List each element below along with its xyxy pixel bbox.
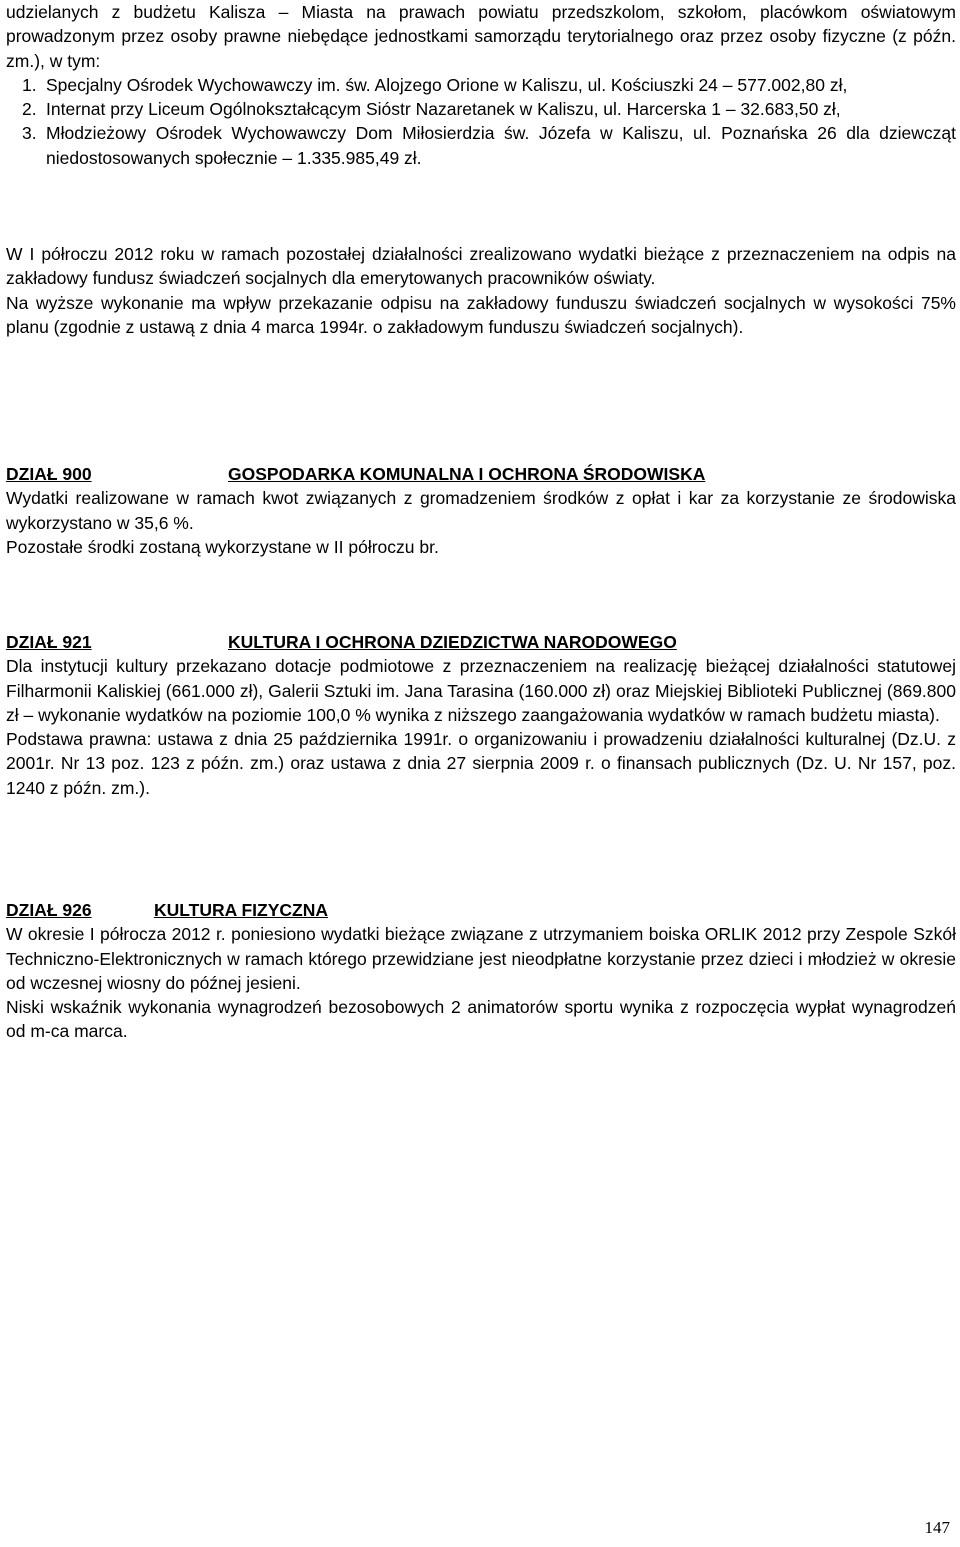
list-item-text: Młodzieżowy Ośrodek Wychowawczy Dom Miłosierdzia św. Józefa w Kaliszu, ul. Poznańska 26 dla dziewcząt niedostosowanych społecznie – 1.335.985,49 zł. [46, 123, 956, 168]
section-900 [6, 462, 956, 559]
paragraph: W I półroczu 2012 roku w ramach pozostałej działalności zrealizowano wydatki bieżące z przeznaczeniem na odpis na zakładowy fundusz świadczeń socjalnych dla emerytowanych pracowników oświaty. [6, 244, 956, 289]
list-item-number: 2. [22, 99, 37, 120]
section-926 [6, 898, 956, 1044]
section-921 [6, 630, 956, 800]
page-number: 147 [924, 1518, 950, 1537]
institution-list [6, 73, 956, 170]
list-item [6, 121, 956, 170]
section-title: GOSPODARKA KOMUNALNA I OCHRONA ŚRODOWISKA [228, 464, 706, 484]
paragraph: W okresie I półrocza 2012 r. poniesiono wydatki bieżące związane z utrzymaniem boiska ORLIK 2012 przy Zespole Szkół Techniczno-Elektronicznych w ramach którego przewidziane jest nieodpłatne korzystanie przez dzieci i młodzież w okresie od wczesnej wiosny do późnej jesieni. [6, 924, 956, 993]
list-item-text: Internat przy Liceum Ogólnokształcącym Sióstr Nazaretanek w Kaliszu, ul. Harcerska 1 – 32.683,50 zł, [46, 99, 841, 120]
intro-text: udzielanych z budżetu Kalisza – Miasta na prawach powiatu przedszkolom, szkołom, placówkom oświatowym prowadzonym przez osoby prawne niebędące jednostkami samorządu terytorialnego oraz przez osoby fizyczne (z późn. zm.), w tym: [6, 2, 956, 71]
paragraph: Dla instytucji kultury przekazano dotacje podmiotowe z przeznaczeniem na realizację bieżącej działalności statutowej Filharmonii Kaliskiej (661.000 zł), Galerii Sztuki im. Jana Tarasina (160.000 zł) oraz Miejskiej Biblioteki Publicznej (869.800 zł – wykonanie wydatków na poziomie 100,0 % wynika z niższego zaangażowania wydatków w ramach budżetu miasta). [6, 656, 956, 725]
paragraph: Wydatki realizowane w ramach kwot związanych z gromadzeniem środków z opłat i kar za korzystanie ze środowiska wykorzystano w 35,6 %. [6, 488, 956, 533]
section-code: DZIAŁ 926 [6, 900, 92, 920]
section-heading [6, 462, 956, 486]
other-activity-block [6, 242, 956, 339]
section-title: KULTURA I OCHRONA DZIEDZICTWA NARODOWEGO [228, 632, 677, 652]
paragraph: Na wyższe wykonanie ma wpływ przekazanie odpisu na zakładowy funduszu świadczeń socjalnych w wysokości 75% planu (zgodnie z ustawą z dnia 4 marca 1994r. o zakładowym funduszu świadczeń socjalnych). [6, 292, 956, 337]
section-heading [6, 630, 956, 654]
section-code: DZIAŁ 900 [6, 464, 92, 484]
list-item-text: Specjalny Ośrodek Wychowawczy im. św. Alojzego Orione w Kaliszu, ul. Kościuszki 24 – 577.002,80 zł, [46, 74, 848, 95]
section-code: DZIAŁ 921 [6, 632, 92, 652]
section-heading [6, 898, 956, 922]
paragraph: Niski wskaźnik wykonania wynagrodzeń bezosobowych 2 animatorów sportu wynika z rozpoczęcia wypłat wynagrodzeń od m-ca marca. [6, 997, 956, 1042]
intro-block [6, 0, 956, 170]
list-item-number: 3. [22, 123, 37, 144]
section-title: KULTURA FIZYCZNA [154, 900, 329, 920]
list-item [6, 97, 956, 121]
list-item [6, 73, 956, 97]
paragraph: Pozostałe środki zostaną wykorzystane w II półroczu br. [6, 536, 439, 557]
paragraph: Podstawa prawna: ustawa z dnia 25 października 1991r. o organizowaniu i prowadzeniu działalności kulturalnej (Dz.U. z 2001r. Nr 13 poz. 123 z późn. zm.) oraz ustawa z dnia 27 sierpnia 2009 r. o finansach publicznych (Dz. U. Nr 157, poz. 1240 z późn. zm.). [6, 729, 956, 798]
list-item-number: 1. [22, 74, 37, 95]
